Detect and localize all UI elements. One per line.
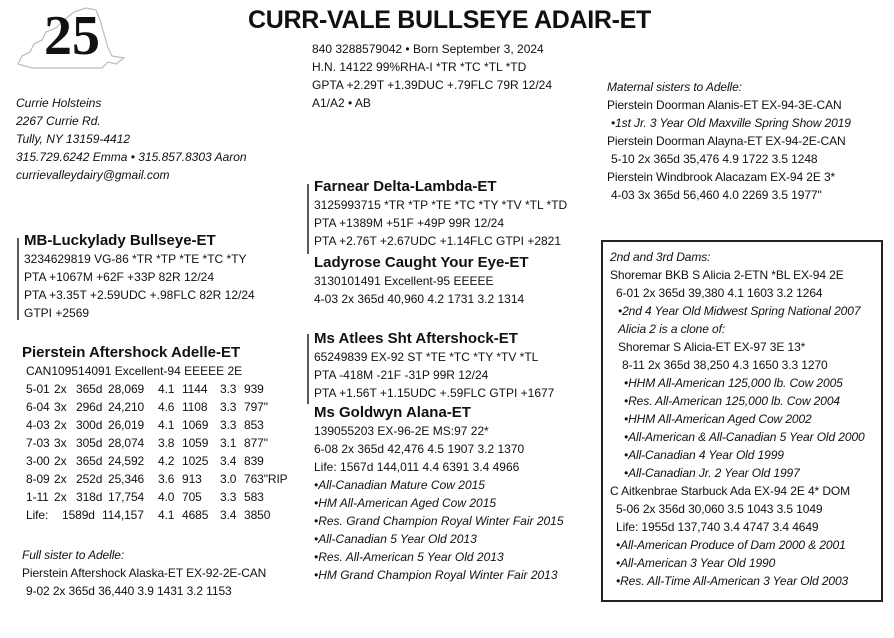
record-cell: 877" (244, 436, 268, 450)
record-cell: 17,754 (108, 490, 145, 504)
dams-box-line: •All-Canadian Jr. 2 Year Old 1997 (624, 466, 800, 480)
sire-block (24, 232, 255, 322)
dams-box-line: •All-American & All-Canadian 5 Year Old 2000 (624, 430, 865, 444)
record-cell: 114,157 (102, 508, 144, 522)
record-cell: 3.3 (220, 382, 237, 396)
sire-line: PTA +3.35T +2.59UDC +.98FLC 82R 12/24 (24, 288, 255, 302)
pgd-line: 4-03 2x 365d 40,960 4.2 1731 3.2 1314 (314, 292, 525, 306)
record-cell: 3.0 (220, 472, 237, 486)
record-cell: 763"RIP (244, 472, 288, 486)
breeder-address: 2267 Currie Rd. (16, 114, 101, 128)
breeder-name: Currie Holsteins (16, 96, 102, 110)
record-cell: 2x (54, 418, 67, 432)
record-cell: 4685 (182, 508, 209, 522)
dam-record-row (26, 380, 290, 398)
record-cell: 6-04 (26, 400, 50, 414)
dam-record-row (26, 470, 290, 488)
record-cell: 2x (54, 382, 67, 396)
dams-box-line: 6-01 2x 365d 39,380 4.1 1603 3.2 1264 (616, 286, 823, 300)
record-cell: Life: (26, 508, 49, 522)
record-cell: 26,019 (108, 418, 145, 432)
pgs-name: Farnear Delta-Lambda-ET (314, 178, 497, 195)
record-cell: 2x (54, 472, 67, 486)
mgd-life: Life: 1567d 144,011 4.4 6391 3.4 4966 (314, 460, 520, 474)
dam-record-row (26, 398, 290, 416)
dams-box-line: 5-06 2x 356d 30,060 3.5 1043 3.5 1049 (616, 502, 823, 516)
record-cell: 3.1 (220, 436, 237, 450)
record-cell: 939 (244, 382, 264, 396)
dams-box-line: •Res. All-Time All-American 3 Year Old 2003 (616, 574, 849, 588)
dams-box-line: •All-American 3 Year Old 1990 (616, 556, 776, 570)
info-line: 840 3288579042 • Born September 3, 2024 (312, 42, 544, 56)
record-cell: 853 (244, 418, 264, 432)
dams-box-line: Shoremar BKB S Alicia 2-ETN *BL EX-94 2E (610, 268, 844, 282)
record-cell: 3x (54, 436, 67, 450)
breeder-city: Tully, NY 13159-4412 (16, 132, 131, 146)
record-cell: 3-00 (26, 454, 50, 468)
maternal-sister-detail: 5-10 2x 365d 35,476 4.9 1722 3.5 1248 (611, 152, 818, 166)
mgd-honor: •All-Canadian Mature Cow 2015 (314, 478, 485, 492)
dam-record-row (26, 416, 290, 434)
record-cell: 252d (76, 472, 103, 486)
record-cell: 3.6 (158, 472, 175, 486)
full-sister-name: Pierstein Aftershock Alaska-ET EX-92-2E-CAN (22, 566, 267, 580)
mgd-honor: •Res. Grand Champion Royal Winter Fair 2015 (314, 514, 564, 528)
dam-id-line: CAN109514091 Excellent-94 EEEEE 2E (26, 364, 243, 378)
record-cell: 25,346 (108, 472, 145, 486)
record-cell: 1589d (62, 508, 95, 522)
record-cell: 24,210 (108, 400, 145, 414)
sire-line: 3234629819 VG-86 *TR *TP *TE *TC *TY (24, 252, 247, 266)
maternal-grandsire (314, 330, 554, 402)
dams-box-heading: 2nd and 3rd Dams: (610, 250, 711, 264)
dam-record-row (26, 452, 290, 470)
record-cell: 1059 (182, 436, 209, 450)
record-cell: 2x (54, 490, 67, 504)
maternal-sister-name: Pierstein Doorman Alayna-ET EX-94-2E-CAN (607, 134, 846, 148)
dams-box-line: Life: 1955d 137,740 3.4 4747 3.4 4649 (616, 520, 819, 534)
record-cell: 1025 (182, 454, 209, 468)
full-sister-record: 9-02 2x 365d 36,440 3.9 1431 3.2 1153 (26, 584, 232, 598)
pgs-line: 3125993715 *TR *TP *TE *TC *TY *TV *TL *TD (314, 198, 568, 212)
record-cell: 705 (182, 490, 202, 504)
record-cell: 3.4 (220, 508, 237, 522)
dam-record-row (26, 488, 290, 506)
pgd-name: Ladyrose Caught Your Eye-ET (314, 254, 529, 271)
dams-box (601, 240, 883, 602)
record-cell: 4.1 (158, 508, 175, 522)
record-cell: 797" (244, 400, 268, 414)
mgd-record: 6-08 2x 365d 42,476 4.5 1907 3.2 1370 (314, 442, 525, 456)
dams-box-line: C Aitkenbrae Starbuck Ada EX-94 2E 4* DOM (610, 484, 851, 498)
mgs-line: PTA +1.56T +1.15UDC +.59FLC GTPI +1677 (314, 386, 555, 400)
animal-info (312, 40, 552, 112)
info-line: H.N. 14122 99%RHA-I *TR *TC *TL *TD (312, 60, 527, 74)
record-cell: 1144 (182, 382, 208, 396)
dam-records (26, 380, 290, 524)
dams-box-line: Alicia 2 is a clone of: (618, 322, 726, 336)
maternal-sister-name: Pierstein Doorman Alanis-ET EX-94-3E-CAN (607, 98, 842, 112)
record-cell: 318d (76, 490, 103, 504)
record-cell: 28,074 (108, 436, 145, 450)
breeder-email: currievalleydairy@gmail.com (16, 168, 170, 182)
paternal-grandsire (314, 178, 567, 250)
info-line: A1/A2 • AB (312, 96, 371, 110)
maternal-granddam (314, 404, 564, 584)
record-cell: 913 (182, 472, 202, 486)
mgd-honor: •All-Canadian 5 Year Old 2013 (314, 532, 477, 546)
dam-block (22, 344, 290, 524)
record-cell: 365d (76, 454, 103, 468)
record-cell: 583 (244, 490, 264, 504)
record-cell: 3850 (244, 508, 271, 522)
mgd-name: Ms Goldwyn Alana-ET (314, 404, 471, 421)
record-cell: 5-01 (26, 382, 50, 396)
record-cell: 8-09 (26, 472, 50, 486)
record-cell: 2x (54, 454, 67, 468)
maternal-sister-detail: •1st Jr. 3 Year Old Maxville Spring Show 2019 (611, 116, 851, 130)
record-cell: 4.2 (158, 454, 175, 468)
dams-box-line: •All-Canadian 4 Year Old 1999 (624, 448, 784, 462)
record-cell: 28,069 (108, 382, 145, 396)
record-cell: 3.8 (158, 436, 175, 450)
dams-box-line: •Res. All-American 125,000 lb. Cow 2004 (624, 394, 840, 408)
record-cell: 3.4 (220, 454, 237, 468)
breeder-phone: 315.729.6242 Emma • 315.857.8303 Aaron (16, 150, 247, 164)
pedigree-bracket (306, 334, 312, 404)
paternal-granddam (314, 254, 529, 308)
record-cell: 296d (76, 400, 103, 414)
mgd-id-line: 139055203 EX-96-2E MS:97 22* (314, 424, 489, 438)
record-cell: 24,592 (108, 454, 145, 468)
mgd-honor: •HM Grand Champion Royal Winter Fair 2013 (314, 568, 558, 582)
record-cell: 3.3 (220, 400, 237, 414)
record-cell: 4.0 (158, 490, 175, 504)
dam-life-row (26, 506, 290, 524)
info-line: GPTA +2.29T +1.39DUC +.79FLC 79R 12/24 (312, 78, 553, 92)
record-cell: 300d (76, 418, 103, 432)
record-cell: 4.6 (158, 400, 175, 414)
record-cell: 4.1 (158, 382, 175, 396)
sire-name: MB-Luckylady Bullseye-ET (24, 232, 216, 249)
maternal-sisters-heading: Maternal sisters to Adelle: (607, 80, 742, 94)
pgd-line: 3130101491 Excellent-95 EEEEE (314, 274, 494, 288)
dams-box-line: •HHM All-American Aged Cow 2002 (624, 412, 812, 426)
dams-box-line: •2nd 4 Year Old Midwest Spring National 2007 (618, 304, 861, 318)
maternal-sister-name: Pierstein Windbrook Alacazam EX-94 2E 3* (607, 170, 836, 184)
record-cell: 4-03 (26, 418, 50, 432)
maternal-sister-detail: 4-03 3x 365d 56,460 4.0 2269 3.5 1977" (611, 188, 822, 202)
dam-record-row (26, 434, 290, 452)
record-cell: 305d (76, 436, 103, 450)
record-cell: 3.3 (220, 490, 237, 504)
dams-box-line: Shoremar S Alicia-ET EX-97 3E 13* (618, 340, 806, 354)
record-cell: 3.3 (220, 418, 237, 432)
pedigree-bracket (16, 238, 22, 320)
record-cell: 1108 (182, 400, 208, 414)
dams-box-line: 8-11 2x 365d 38,250 4.3 1650 3.3 1270 (622, 358, 828, 372)
record-cell: 4.1 (158, 418, 175, 432)
record-cell: 1-11 (26, 490, 49, 504)
maternal-sisters-block (607, 78, 851, 204)
record-cell: 365d (76, 382, 103, 396)
page-title: CURR-VALE BULLSEYE ADAIR-ET (248, 6, 652, 34)
record-cell: 3x (54, 400, 67, 414)
mgd-honor: •HM All-American Aged Cow 2015 (314, 496, 497, 510)
record-cell: 1069 (182, 418, 209, 432)
full-sister-block (22, 546, 266, 600)
full-sister-heading: Full sister to Adelle: (22, 548, 125, 562)
dams-box-lines (610, 266, 881, 590)
sire-line: PTA +1067M +62F +33P 82R 12/24 (24, 270, 215, 284)
dams-box-line: •HHM All-American 125,000 lb. Cow 2005 (624, 376, 843, 390)
breeder-contact (16, 94, 247, 184)
mgs-line: PTA -418M -21F -31P 99R 12/24 (314, 368, 489, 382)
lot-number: 25 (44, 5, 100, 67)
mgs-line: 65249839 EX-92 ST *TE *TC *TY *TV *TL (314, 350, 539, 364)
mgd-honor: •Res. All-American 5 Year Old 2013 (314, 550, 504, 564)
mgs-name: Ms Atlees Sht Aftershock-ET (314, 330, 518, 347)
dam-name: Pierstein Aftershock Adelle-ET (22, 344, 241, 361)
pedigree-bracket (306, 184, 312, 254)
sire-line: GTPI +2569 (24, 306, 90, 320)
pgs-line: PTA +1389M +51F +49P 99R 12/24 (314, 216, 505, 230)
pgs-line: PTA +2.76T +2.67UDC +1.14FLC GTPI +2821 (314, 234, 562, 248)
record-cell: 7-03 (26, 436, 50, 450)
record-cell: 839 (244, 454, 264, 468)
dams-box-line: •All-American Produce of Dam 2000 & 2001 (616, 538, 846, 552)
